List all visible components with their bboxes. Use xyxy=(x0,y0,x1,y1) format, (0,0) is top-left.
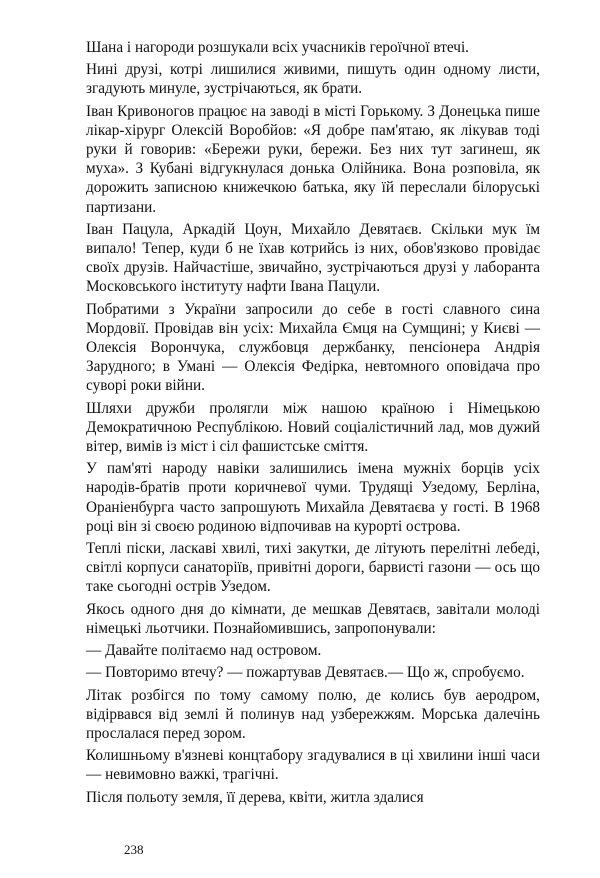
paragraph-7: У пам'яті народу навіки залишились імена мужніх борців усіх народів-братів проти коричневої чуми. Трудящі Узедому, Берліна, Ораніенбурга часто запрошують Михайла Девятаєва у гості. В 1968 році він зі своєю родиною відпочивав на курорті острова. xyxy=(86,460,540,535)
text-column xyxy=(86,38,540,810)
paragraph-6: Шляхи дружби пролягли між нашою країною і Німецькою Демократичною Республікою. Новий соціалістичний лад, мов дужий вітер, вимів із міст і сіл фашистське сміття. xyxy=(86,399,540,456)
paragraph-8: Теплі піски, ласкаві хвилі, тихі закутки, де літують перелітні лебеді, світлі корпуси санаторіїв, привітні дороги, барвисті газони — ось що таке сьогодні острів Узедом. xyxy=(86,540,540,596)
paragraph-5: Побратими з України запросили до себе в гості славного сина Мордовії. Провідав він усіх: Михайла Ємця на Сумщині; у Києві — Олексія Ворончука, службовця держбанку, пенсіонера Андрія Зарудного; в Умані — Олексія Федірка, невтомного оповідача про суворі роки війни. xyxy=(86,300,540,395)
paragraph-12: Літак розбігся по тому самому полю, де колись був аеродром, відірвався від землі й полинув над узбережжям. Морська далечінь прослалася перед зором. xyxy=(86,686,540,742)
page-number: 238 xyxy=(124,842,144,857)
paragraph-1: Шана і нагороди розшукали всіх учасників героїчної втечі. xyxy=(86,39,469,56)
paragraph-3: Іван Кривоногов працює на заводі в місті Горькому. З Донецька пише лікар-хірург Олексій Воробйов: «Я добре пам'ятаю, як лікував тоді руки й говорив: «Бережи руки, бережи. Без них тут загинеш, як муха». З Кубані відгукнулася донька Олійника. Вона розповіла, як дорожить записною книжечкою батька, яку їй переслали білоруські партизани. xyxy=(86,102,540,216)
paragraph-2: Нині друзі, котрі лишилися живими, пишуть один одному листи, згадують минуле, зустрічаються, як брати. xyxy=(86,61,540,98)
paragraph-10: — Давайте політаємо над островом. xyxy=(86,642,322,660)
paragraph-14: Після польоту земля, її дерева, квіти, житла здалися xyxy=(86,788,424,806)
paragraph-13: Колишньому в'язневі концтабору згадувалися в ці хвилини інші часи — невимовно важкі, трагічні. xyxy=(86,747,540,784)
paragraph-9: Якось одного дня до кімнати, де мешкав Девятаєв, завітали молоді німецькі льотчики. Познайомившись, запропонували: xyxy=(86,600,540,637)
paragraph-4: Іван Пацула, Аркадій Цоун, Михайло Девятаєв. Скільки мук їм випало! Тепер, куди б не їхав котрийсь із них, обов'язково провідає своїх друзів. Найчастіше, звичайно, зустрічаються друзі у лаборанта Московського інституту нафти Івана Пацули. xyxy=(86,220,540,296)
paragraph-11: — Повторимо втечу? — пожартував Девятаєв.— Що ж, спробуємо. xyxy=(86,664,525,682)
